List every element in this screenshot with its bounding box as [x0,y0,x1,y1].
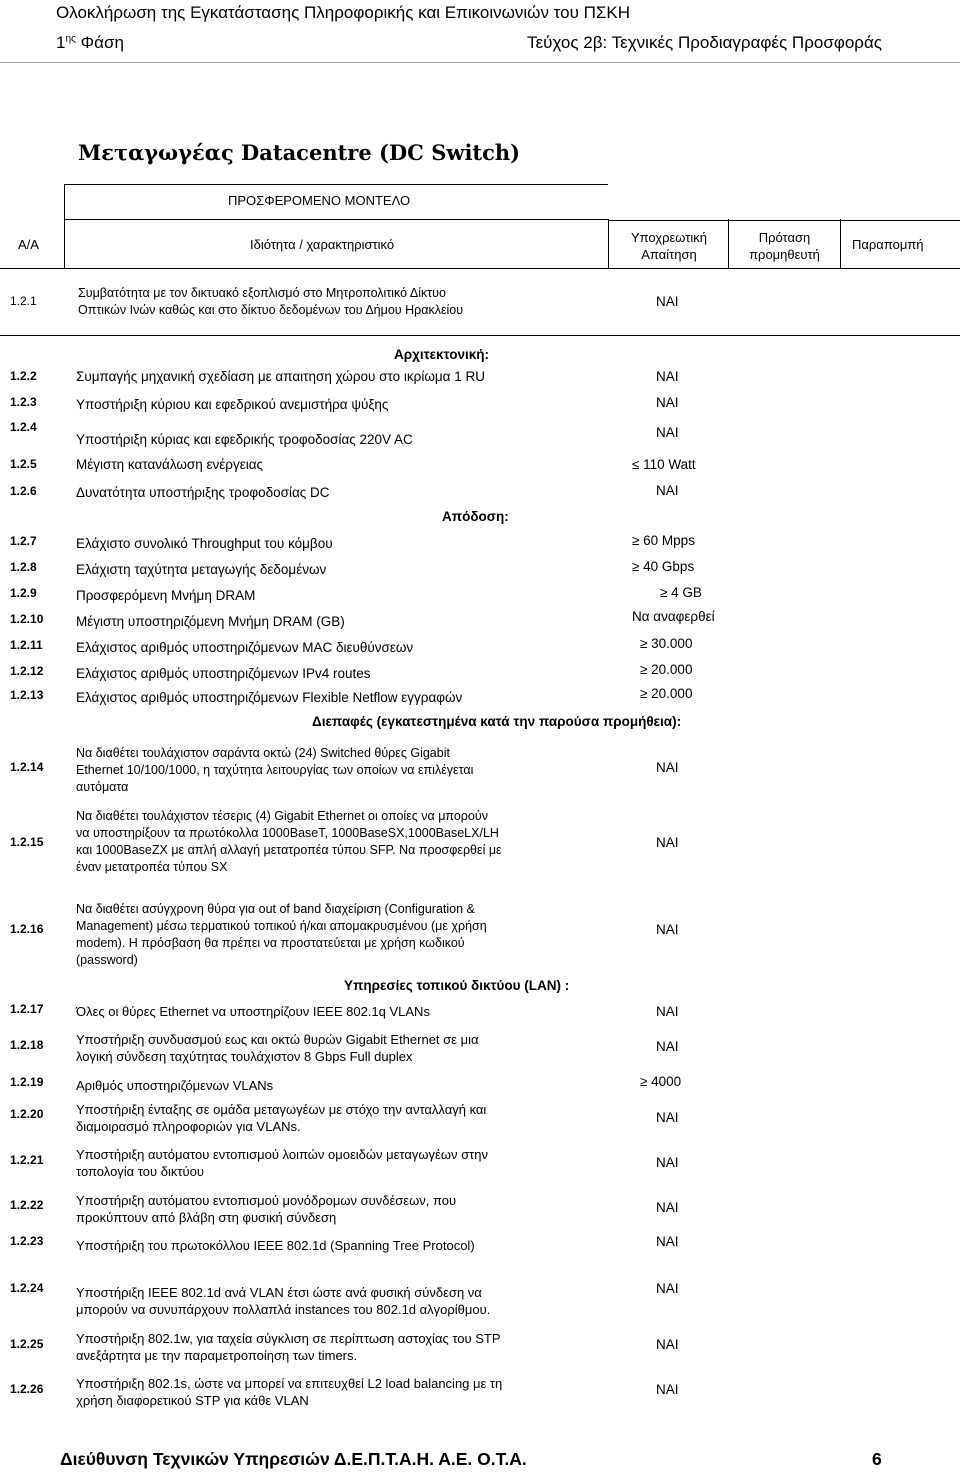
row-description: Συμβατότητα με τον δικτυακό εξοπλισμό στο Μητροπολιτικό Δίκτυο Οπτικών Ινών καθώς και στο δίκτυο δεδομένων του Δήμου Ηρακλείου [78,286,464,317]
row-requirement: ΝΑΙ [656,1337,679,1352]
row-number: 1.2.21 [10,1153,44,1167]
row-requirement: ≥ 20.000 [640,686,693,701]
row-number: 1.2.16 [10,922,44,936]
row-description: Υποστήριξη αυτόματου εντοπισμού μονόδρομων συνδέσεων, που προκύπτουν από βλάβη στη φυσική σύνδεση [76,1193,457,1225]
row-description: Υποστήριξη 802.1w, για ταχεία σύγκλιση σε περίπτωση αστοχίας του STP ανεξάρτητα με την παραμετροποίηση των timers. [76,1331,501,1363]
row-requirement: ΝΑΙ [656,369,679,384]
footer-text: Διεύθυνση Τεχνικών Υπηρεσιών Δ.Ε.Π.Τ.Α.Η. Α.Ε. Ο.Τ.Α. [60,1449,527,1469]
section-architecture: Αρχιτεκτονική: [394,347,490,362]
row-requirement: ΝΑΙ [656,1200,679,1215]
row-requirement: ΝΑΙ [656,395,679,410]
row-number: 1.2.17 [10,1002,44,1016]
header-phase: $1^{\eta\varsigma}$ Φάση [56,33,124,52]
row-number: 1.2.14 [10,760,44,774]
row-requirement: ΝΑΙ [656,1004,679,1019]
row-number: 1.2.25 [10,1337,44,1351]
model-label: ΠΡΟΣΦΕΡΟΜΕΝΟ ΜΟΝΤΕΛΟ [228,193,411,208]
row-description: Συμπαγής μηχανική σχεδίαση με απαιτηση χώρου στο ικρίωμα 1 RU [76,369,485,384]
row-requirement: ΝΑΙ [656,1234,679,1249]
header-issue: Τεύχος 2β: Τεχνικές Προδιαγραφές Προσφοράς [527,33,882,52]
row-description: Ελάχιστη ταχύτητα μεταγωγής δεδομένων [76,562,327,577]
column-requirement: Υποχρεωτική Απαίτηση [630,230,708,262]
row-number: 1.2.24 [10,1281,44,1295]
row-description: Υποστήριξη αυτόματου εντοπισμού λοιπών ομοειδών μεταγωγέων στην τοπολογία του δικτύου [76,1147,488,1179]
row-description: Δυνατότητα υποστήριξης τροφοδοσίας DC [76,485,330,500]
row-requirement: ≥ 30.000 [640,636,693,651]
row-description: Ελάχιστο συνολικό Throughput του κόμβου [76,536,333,551]
row-description: Υποστήριξη 802.1s, ώστε να μπορεί να επιτευχθεί L2 load balancing με τη χρήση διαφορετικού STP για κάθε VLAN [76,1376,503,1408]
row-requirement: ΝΑΙ [656,1110,679,1125]
row-description: Υποστήριξη κύριας και εφεδρικής τροφοδοσίας 220V AC [76,432,413,447]
row-description: Μέγιστη υποστηριζόμενη Μνήμη DRAM (GB) [76,614,345,629]
row-description: Να διαθέτει τουλάχιστον τέσερις (4) Gigabit Ethernet οι οποίες να μπορούν να υποστηρίξουν τα πρωτόκολλα 1000BaseT, 1000BaseSX,1000BaseLX/LH και 1000BaseZX με απλή αλλαγή μετατροπέα τύπου SFP. Να προσφερθεί με έναν μετατροπέα τύπου SX [76,809,502,874]
row-requirement: ΝΑΙ [656,1039,679,1054]
row-description: Υποστήριξη του πρωτοκόλλου IEEE 802.1d (Spanning Tree Protocol) [76,1238,475,1253]
row-requirement: ≥ 4000 [640,1074,682,1089]
row-requirement: ΝΑΙ [656,1281,679,1296]
row-requirement: ≤ 110 Watt [632,457,696,472]
row-description: Ελάχιστος αριθμός υποστηριζόμενων Flexible Netflow εγγραφών [76,690,463,705]
section-performance: Απόδοση: [442,509,509,524]
row-requirement: ΝΑΙ [656,922,679,937]
row-number: 1.2.10 [10,612,44,626]
row-description: Να διαθέτει ασύγχρονη θύρα για out of band διαχείριση (Configuration & Management) μέσω τερματικού τοπικού ή/και απομακρυσμένου (με χρήση modem). Η πρόσβαση θα πρέπει να προστατεύεται με χρήση κωδικού (password) [76,902,487,967]
column-aa: Α/Α [18,237,39,252]
row-number: 1.2.20 [10,1107,44,1121]
row-description: Αριθμός υποστηριζόμενων VLANs [76,1078,274,1093]
row-number: 1.2.11 [10,638,43,652]
row-description: Μέγιστη κατανάλωση ενέργειας [76,457,264,472]
row-requirement: ΝΑΙ [656,425,679,440]
row-number: 1.2.22 [10,1198,44,1212]
row-description: Υποστήριξη IEEE 802.1d ανά VLAN έτσι ώστε ανά φυσική σύνδεση να μπορούν να συνυπάρχουν πολλαπλά instances του 802.1d αλγορίθμου. [76,1285,491,1317]
column-proposal: Πρόταση προμηθευτή [749,230,820,262]
row-description: Υποστήριξη ένταξης σε ομάδα μεταγωγέων με στόχο την ανταλλαγή και διαμοιρασμό πληροφοριών για VLANs. [76,1102,487,1134]
document-title: Μεταγωγέας Datacentre (DC Switch) [78,140,521,165]
row-description: Να διαθέτει τουλάχιστον σαράντα οκτώ (24) Switched θύρες Gigabit Ethernet 10/100/1000, η ταχύτητα λειτουργίας των οποίων να επιλέγεται αυτόματα [76,746,474,794]
row-number: 1.2.13 [10,688,44,702]
column-reference: Παραπομπή [852,237,924,252]
row-requirement: ΝΑΙ [656,1155,679,1170]
row-number: 1.2.7 [10,534,37,548]
row-number: 1.2.2 [10,369,37,383]
row-number: 1.2.4 [10,420,37,434]
row-requirement: ≥ 60 Mpps [632,533,695,548]
row-number: 1.2.19 [10,1075,44,1089]
row-requirement: Να αναφερθεί [632,609,715,624]
row-number: 1.2.15 [10,835,44,849]
row-number: 1.2.18 [10,1038,44,1052]
row-requirement: ΝΑΙ [656,294,679,309]
row-requirement: ΝΑΙ [656,483,679,498]
row-number: 1.2.5 [10,457,37,471]
header-divider [0,62,960,63]
row-number: 1.2.9 [10,586,37,600]
section-lan: Υπηρεσίες τοπικού δικτύου (LAN) : [344,978,570,993]
page-number: 6 [872,1449,882,1469]
row-description: Όλες οι θύρες Ethernet να υποστηρίζουν IEEE 802.1q VLANs [76,1004,430,1019]
row-number: 1.2.8 [10,560,37,574]
row-description: Υποστήριξη συνδυασμού εως και οκτώ θυρών Gigabit Ethernet σε μια λογική σύνδεση ταχύτητας τουλάχιστον 8 Gbps Full duplex [76,1032,479,1064]
row-description: Υποστήριξη κύριου και εφεδρικού ανεμιστήρα ψύξης [76,397,389,412]
row-requirement: ΝΑΙ [656,835,679,850]
row-number: 1.2.23 [10,1234,44,1248]
row-requirement: ≥ 4 GB [660,585,702,600]
row-description: Προσφερόμενη Μνήμη DRAM [76,588,256,603]
section-interfaces: Διεπαφές (εγκατεστημένα κατά την παρούσα προμήθεια): [312,714,682,729]
row-number: 1.2.6 [10,484,37,498]
header-title: Ολοκλήρωση της Εγκατάστασης Πληροφορικής και Επικοινωνιών του ΠΣΚΗ [56,3,631,22]
row-description: Ελάχιστος αριθμός υποστηριζόμενων IPv4 routes [76,666,371,681]
column-property: Ιδιότητα / χαρακτηριστικό [250,237,395,252]
row-requirement: ΝΑΙ [656,1382,679,1397]
row-number: 1.2.3 [10,395,37,409]
row-number: 1.2.12 [10,664,44,678]
row-requirement: ≥ 40 Gbps [632,559,695,574]
row-description: Ελάχιστος αριθμός υποστηριζόμενων MAC διευθύνσεων [76,640,414,655]
row-requirement: ΝΑΙ [656,760,679,775]
row-number: 1.2.26 [10,1382,44,1396]
row-requirement: ≥ 20.000 [640,662,693,677]
